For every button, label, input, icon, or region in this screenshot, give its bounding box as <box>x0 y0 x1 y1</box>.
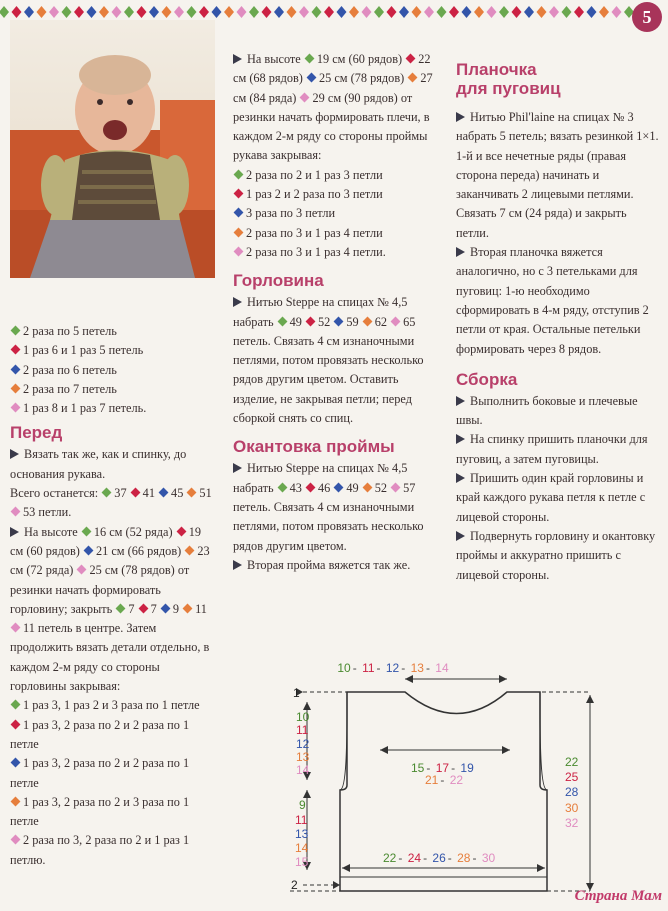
top-width-labels: 10 - 11 - 12 - 13 - 14 <box>337 661 449 675</box>
border-diamond <box>199 6 209 18</box>
border-diamond <box>337 6 347 18</box>
armhole-curve-right <box>540 692 547 790</box>
arrow-bullet-icon <box>456 473 465 483</box>
arrow-bullet-icon <box>233 560 242 570</box>
border-diamond <box>99 6 109 18</box>
blue-diamond-icon <box>334 316 344 326</box>
orange-diamond-icon <box>183 603 193 613</box>
button-band-paragraph-2: Вторая планочка вяжется аналогично, но с 3 петельками для пуговиц: 1-ю необходимо сформировать в 4-м ряду, отступив 2 петли от края. Остальные петельки формировать через 8 рядов. <box>456 245 649 356</box>
border-diamond <box>462 6 472 18</box>
border-diamond <box>537 6 547 18</box>
svg-text:28: 28 <box>565 785 579 799</box>
border-diamond <box>274 6 284 18</box>
border-diamond <box>49 6 59 18</box>
right-height-labels <box>565 755 579 830</box>
arrow-bullet-icon <box>456 434 465 444</box>
border-diamond <box>362 6 372 18</box>
border-diamond <box>112 6 122 18</box>
svg-text:13: 13 <box>295 827 309 841</box>
border-diamond <box>149 6 159 18</box>
red-diamond-icon <box>306 316 316 326</box>
arrow-bullet-icon <box>456 112 465 122</box>
border-diamond <box>324 6 334 18</box>
column-1 <box>10 322 216 870</box>
blue-diamond-icon <box>307 73 317 83</box>
blue-diamond-icon <box>11 758 21 768</box>
green-diamond-icon <box>102 488 112 498</box>
mid-width-labels: 15 - 17 - 19 <box>411 761 474 775</box>
pink-diamond-icon <box>11 403 21 413</box>
border-diamond <box>312 6 322 18</box>
orange-diamond-icon <box>185 546 195 556</box>
border-diamond <box>474 6 484 18</box>
border-diamond <box>224 6 234 18</box>
svg-text:14: 14 <box>295 841 309 855</box>
border-diamond <box>74 6 84 18</box>
front-paragraph-1: Вязать так же, как и спинку, до основания рукава. <box>10 447 187 481</box>
svg-text:15: 15 <box>295 855 309 869</box>
border-diamond <box>237 6 247 18</box>
armhole-edging-paragraph: Нитью Steppe на спицах № 4,5 набрать 43 46 49 52 57 петель. Связать 4 см изнаночными петлями, потом провязать несколько рядов другим цветом. <box>233 461 424 553</box>
border-diamond <box>374 6 384 18</box>
green-diamond-icon <box>11 326 21 336</box>
red-diamond-icon <box>306 482 316 492</box>
armhole-line: 1 раз 8 и 1 раз 7 петель. <box>23 401 147 416</box>
shoulder-closing-list: 2 раза по 2 и 1 раз 3 петли 1 раз 2 и 2 раза по 3 петли 3 раза по 3 петли 2 раза по 3 и 1 раз 4 петли 2 раза по 3 и 1 раз 4 петли. <box>233 166 443 262</box>
shoulder-paragraph: На высоте 19 см (60 рядов) 22 см (68 рядов) 25 см (78 рядов) 27 см (84 ряда) 29 см (90 рядов) от резинки начать формировать плечи, в каждом 2-м ряду со стороны проймы рукава закрывая: <box>233 52 433 163</box>
border-diamond <box>524 6 534 18</box>
orange-diamond-icon <box>408 73 418 83</box>
border-diamond <box>599 6 609 18</box>
mark-2-label: 2 <box>291 878 298 892</box>
red-diamond-icon <box>176 526 186 536</box>
border-diamond <box>174 6 184 18</box>
svg-text:22: 22 <box>565 755 579 769</box>
arrow-bullet-icon <box>456 396 465 406</box>
border-diamond <box>512 6 522 18</box>
armhole-curve-left <box>340 692 347 790</box>
svg-text:25: 25 <box>565 770 579 784</box>
pink-diamond-icon <box>11 623 21 633</box>
button-band-paragraph-1: Нитью Phil'laine на спицах № 3 набрать 5 петель; вязать резинкой 1×1. 1-й и все нечетные ряды (правая сторона переда) начинать и заканчивать 2 лицевыми петлями. Связать 7 см (24 ряда) и закрыть петли. <box>456 110 659 240</box>
border-diamond <box>424 6 434 18</box>
arrow-bullet-icon <box>233 297 242 307</box>
arrow-bullet-icon <box>10 527 19 537</box>
orange-diamond-icon <box>11 796 21 806</box>
assembly-paragraph-1: Выполнить боковые и плечевые швы. <box>456 393 638 428</box>
armhole-line: 2 раза по 5 петель <box>23 324 117 338</box>
armhole-edging-paragraph-2: Вторая пройма вяжется так же. <box>247 557 411 572</box>
arrow-bullet-icon <box>10 449 19 459</box>
pink-diamond-icon <box>77 565 87 575</box>
pink-diamond-icon <box>391 316 401 326</box>
pink-diamond-icon <box>391 482 401 492</box>
svg-text:13: 13 <box>296 750 310 764</box>
pink-diamond-icon <box>234 247 244 257</box>
assembly-paragraph-2: На спинку пришить планочки для пуговиц, а затем пуговицы. <box>456 432 648 466</box>
green-diamond-icon <box>116 603 126 613</box>
border-diamond <box>299 6 309 18</box>
mid-width-labels-2: 21 - 22 <box>425 773 464 787</box>
green-diamond-icon <box>277 316 287 326</box>
border-diamond <box>187 6 197 18</box>
left-upper-labels <box>296 710 310 777</box>
border-diamond <box>262 6 272 18</box>
armhole-edging-heading: Окантовка проймы <box>233 437 395 457</box>
pink-diamond-icon <box>300 92 310 102</box>
border-diamond <box>0 6 9 18</box>
border-diamond <box>249 6 259 18</box>
blue-diamond-icon <box>84 546 94 556</box>
svg-text:10: 10 <box>296 710 310 724</box>
svg-text:11: 11 <box>296 723 309 737</box>
green-diamond-icon <box>234 169 244 179</box>
border-diamond <box>387 6 397 18</box>
border-diamond <box>499 6 509 18</box>
mark-1-label: 1 <box>293 686 300 700</box>
orange-diamond-icon <box>234 227 244 237</box>
page-number: 5 <box>632 2 662 32</box>
front-paragraph-2: Всего останется: 37 41 45 51 53 петли. <box>10 486 212 520</box>
red-diamond-icon <box>406 54 416 64</box>
border-diamond <box>562 6 572 18</box>
border-diamond <box>399 6 409 18</box>
svg-text:12: 12 <box>296 737 310 751</box>
arrow-bullet-icon <box>456 247 465 257</box>
border-diamond <box>62 6 72 18</box>
assembly-paragraph-3: Пришить один край горловины и край каждого рукава петля к петле с лицевой стороны. <box>456 471 646 524</box>
green-diamond-icon <box>277 482 287 492</box>
neckline-heading: Горловина <box>233 271 324 291</box>
border-diamond <box>87 6 97 18</box>
blue-diamond-icon <box>334 482 344 492</box>
arrow-bullet-icon <box>456 531 465 541</box>
svg-text:30: 30 <box>565 801 579 815</box>
border-diamond <box>412 6 422 18</box>
border-diamond <box>37 6 47 18</box>
orange-diamond-icon <box>362 316 372 326</box>
orange-diamond-icon <box>187 488 197 498</box>
border-diamond <box>162 6 172 18</box>
armhole-closing-list <box>10 322 216 418</box>
arrow-bullet-icon <box>233 463 242 473</box>
border-diamond <box>137 6 147 18</box>
border-diamond <box>12 6 22 18</box>
green-diamond-icon <box>304 54 314 64</box>
column-3 <box>456 60 662 585</box>
watermark: Страна Мам <box>574 888 662 904</box>
pink-diamond-icon <box>11 507 21 517</box>
border-diamond <box>124 6 134 18</box>
red-diamond-icon <box>130 488 140 498</box>
border-diamond <box>437 6 447 18</box>
border-diamond <box>24 6 34 18</box>
armhole-line: 2 раза по 7 петель <box>23 381 117 396</box>
blue-diamond-icon <box>159 488 169 498</box>
border-diamond <box>487 6 497 18</box>
border-diamond <box>287 6 297 18</box>
pink-diamond-icon <box>11 835 21 845</box>
svg-text:32: 32 <box>565 816 579 830</box>
red-diamond-icon <box>234 189 244 199</box>
vest-schematic-diagram <box>285 655 615 905</box>
green-diamond-icon <box>81 526 91 536</box>
assembly-paragraph-4: Подвернуть горловину и окантовку проймы и аккуратно пришить с лицевой стороны. <box>456 528 656 582</box>
red-diamond-icon <box>11 345 21 355</box>
border-diamond <box>449 6 459 18</box>
svg-text:9: 9 <box>299 798 306 812</box>
blue-diamond-icon <box>234 208 244 218</box>
blue-diamond-icon <box>160 603 170 613</box>
front-heading: Перед <box>10 423 63 443</box>
column-2 <box>233 50 443 575</box>
armhole-line: 2 раза по 6 петель <box>23 362 117 377</box>
neckline-paragraph: Нитью Steppe на спицах № 4,5 набрать 49 52 59 62 65 петель. Связать 4 см изнаночными петлями, потом провязать несколько рядов другим цветом. Оставить изделие, не закрывая петли; перед сборкой снять со спиц. <box>233 295 424 426</box>
svg-text:14: 14 <box>296 763 310 777</box>
border-diamond <box>549 6 559 18</box>
orange-diamond-icon <box>11 383 21 393</box>
border-diamond <box>212 6 222 18</box>
svg-text:11: 11 <box>295 813 308 827</box>
assembly-heading: Сборка <box>456 369 518 389</box>
blue-diamond-icon <box>11 364 21 374</box>
border-diamond <box>587 6 597 18</box>
arrow-bullet-icon <box>233 54 242 64</box>
neck-closing-list: 1 раз 3, 1 раз 2 и 3 раза по 1 петле 1 раз 3, 2 раза по 2 и 2 раза по 1 петле 1 раз 3, 2 раза по 2 и 2 раза по 1 петле 1 раз 3, 2 раза по 2 и 3 раза по 1 петле 2 раза по 3, 2 раза по 2 и 1 раз 1 петлю. <box>10 698 200 867</box>
border-diamond <box>349 6 359 18</box>
button-band-heading: Планочка для пуговиц <box>456 60 561 98</box>
armhole-line: 1 раз 6 и 1 раз 5 петель <box>23 343 144 358</box>
orange-diamond-icon <box>362 482 372 492</box>
border-diamond <box>574 6 584 18</box>
green-diamond-icon <box>11 700 21 710</box>
red-diamond-icon <box>11 719 21 729</box>
border-diamond <box>612 6 622 18</box>
bottom-width-labels: 22 - 24 - 26 - 28 - 30 <box>383 851 496 865</box>
baby-photo <box>10 20 215 278</box>
red-diamond-icon <box>138 603 148 613</box>
front-paragraph-3: На высоте 16 см (52 ряда) 19 см (60 рядов) 21 см (66 рядов) 23 см (72 ряда) 25 см (78 рядов) от резинки начать формировать горловину; закрыть 7 7 9 11 11 петель в центре. Затем продолжить вязать детали отдельно, в каждом 2-м ряду со стороны горловины закрывая: <box>10 524 210 694</box>
